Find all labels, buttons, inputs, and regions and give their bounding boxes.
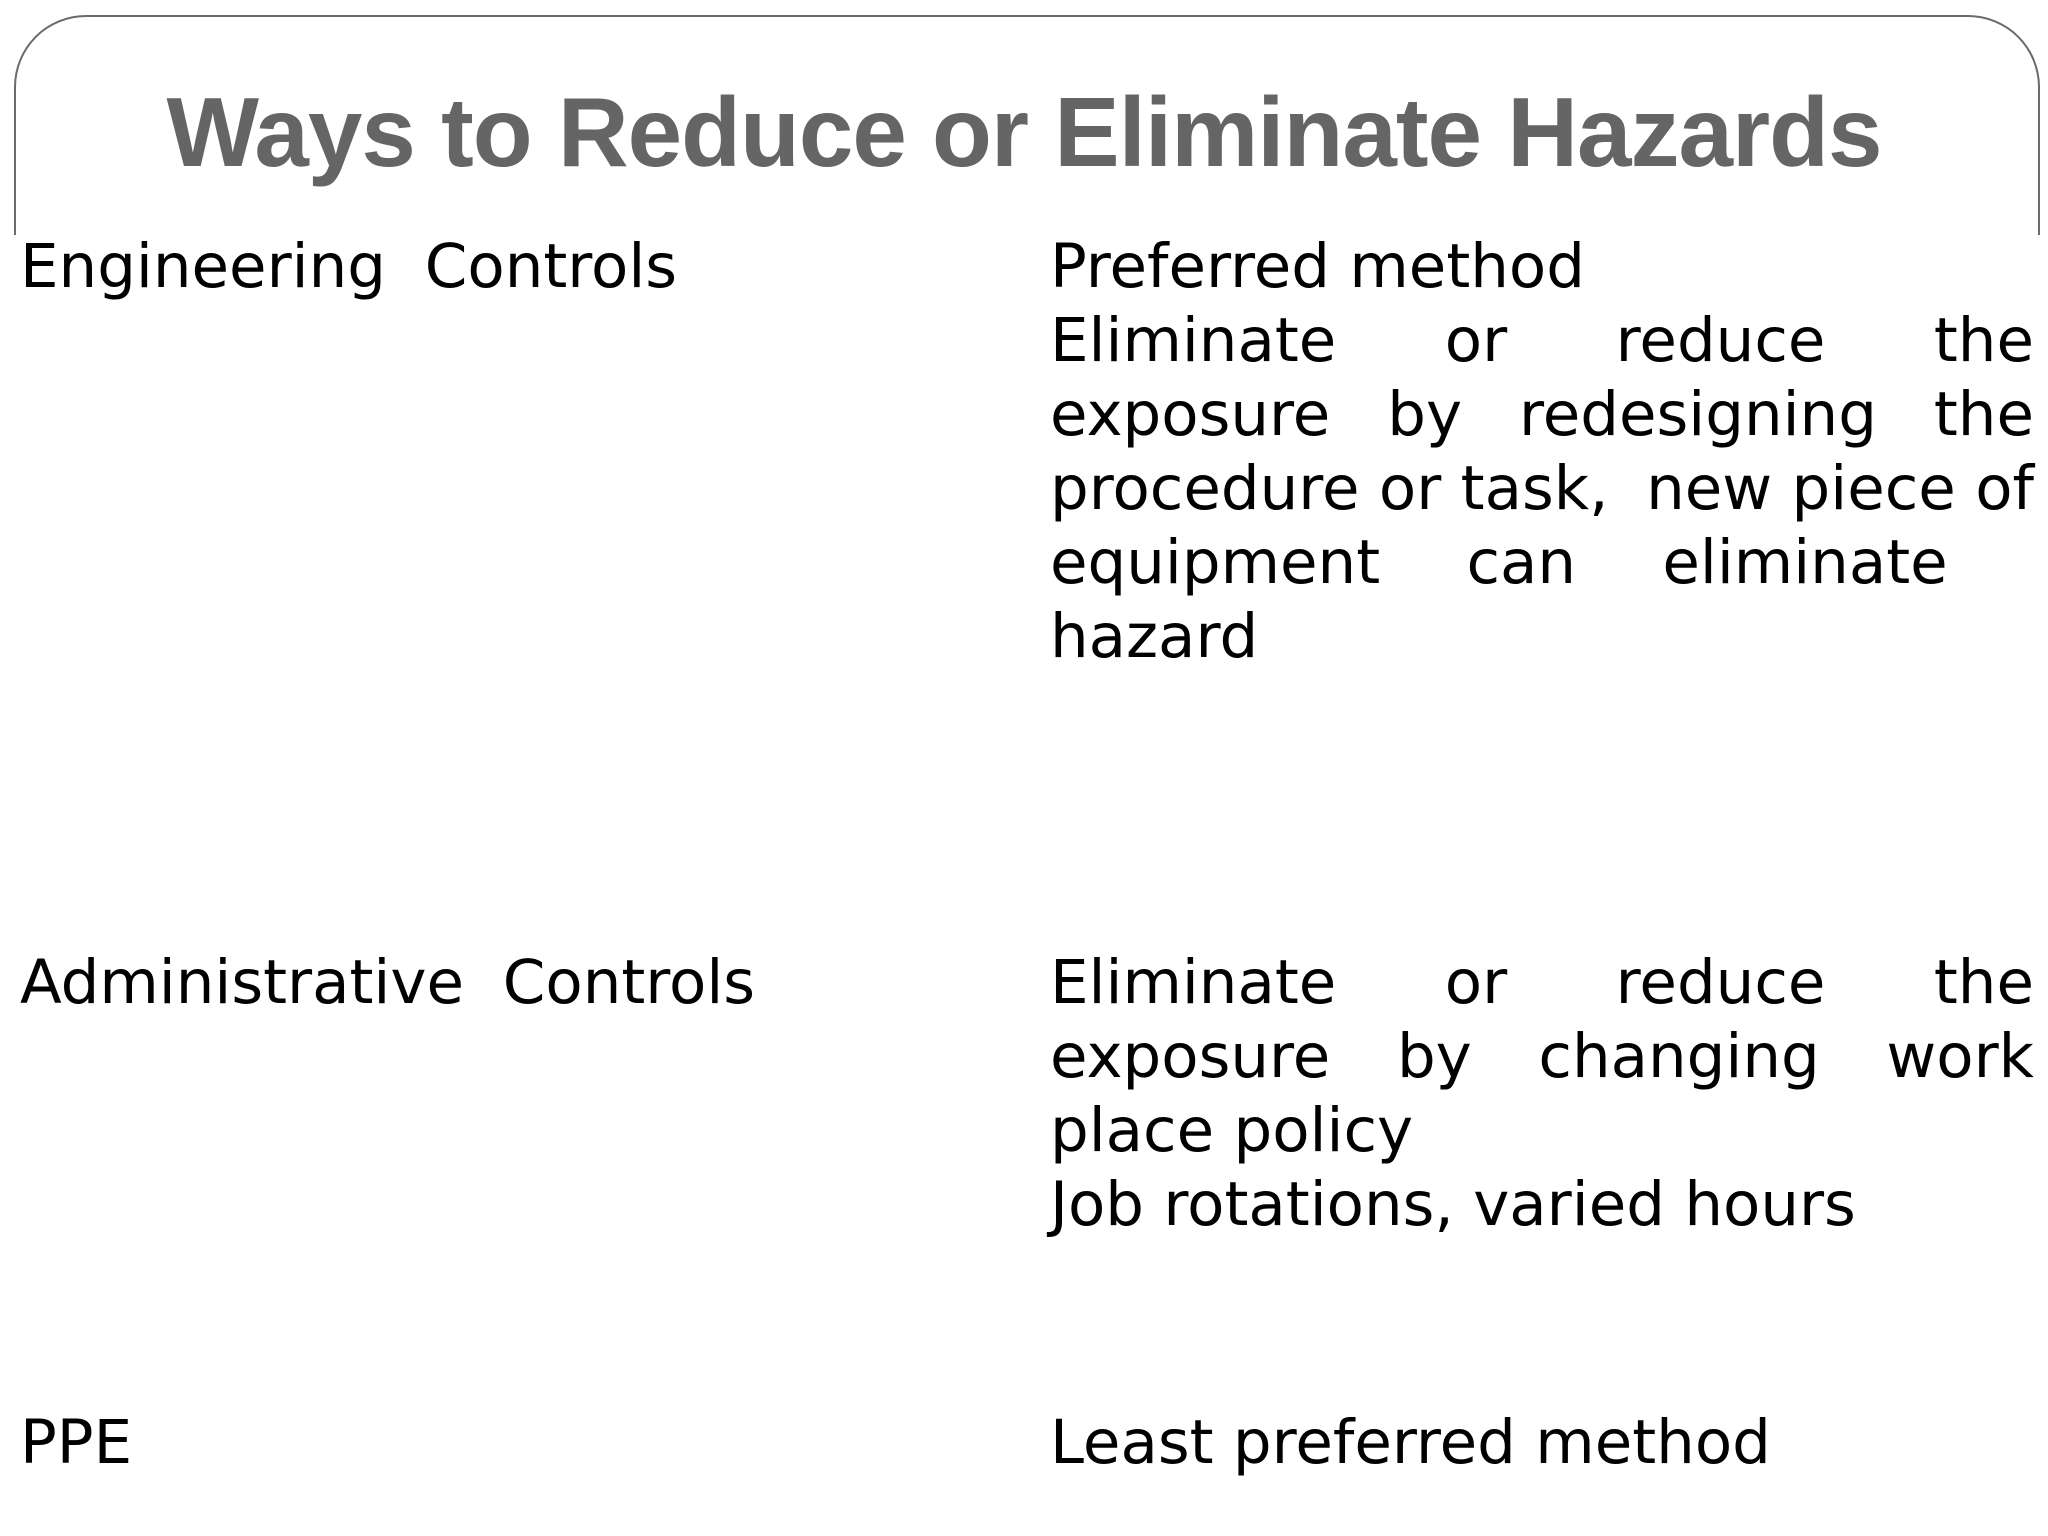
description-line — [1050, 946, 2034, 1020]
administrative-controls-description — [1050, 946, 2034, 1242]
description-word: the — [1933, 305, 2034, 376]
description-line — [1050, 230, 2034, 304]
description-word: or — [1444, 947, 1508, 1018]
description-word: or — [1444, 305, 1508, 376]
description-word: work — [1886, 1021, 2034, 1092]
description-word: exposure — [1050, 1021, 1331, 1092]
administrative-controls-label: Administrative Controls — [20, 947, 756, 1018]
description-word: Preferred method — [1050, 231, 1585, 302]
description-word: by — [1387, 379, 1463, 450]
description-word: eliminate — [1662, 527, 1948, 598]
description-word: Eliminate — [1050, 305, 1337, 376]
description-line — [1050, 1168, 2034, 1242]
description-word: procedure or task, — [1050, 453, 1609, 524]
description-line — [1050, 1020, 2034, 1094]
description-line — [1050, 1094, 2034, 1168]
description-word: new piece of — [1646, 453, 2034, 524]
description-line — [1050, 304, 2034, 378]
description-word: the — [1933, 379, 2034, 450]
description-line — [1050, 378, 2034, 452]
ppe-description — [1050, 1406, 2034, 1480]
description-word: equipment — [1050, 527, 1381, 598]
description-word: place policy — [1050, 1095, 1414, 1166]
engineering-controls-label: Engineering Controls — [20, 231, 678, 302]
ppe-label: PPE — [20, 1407, 133, 1478]
engineering-controls-description — [1050, 230, 2034, 674]
description-word: hazard — [1050, 601, 1259, 672]
description-line — [1050, 1406, 2034, 1480]
description-word: by — [1396, 1021, 1472, 1092]
description-word: reduce — [1615, 947, 1826, 1018]
description-word: the — [1933, 947, 2034, 1018]
description-word: Job rotations, varied hours — [1050, 1169, 1856, 1240]
description-line — [1050, 452, 2034, 526]
description-word: Eliminate — [1050, 947, 1337, 1018]
description-word: reduce — [1615, 305, 1826, 376]
slide-title: Ways to Reduce or Eliminate Hazards — [166, 77, 1882, 187]
description-line — [1050, 600, 2034, 674]
description-word: can — [1466, 527, 1577, 598]
description-line — [1050, 526, 2034, 600]
description-word: Least preferred method — [1050, 1407, 1771, 1478]
description-word: exposure — [1050, 379, 1331, 450]
description-word: redesigning — [1518, 379, 1877, 450]
description-word: changing — [1538, 1021, 1820, 1092]
